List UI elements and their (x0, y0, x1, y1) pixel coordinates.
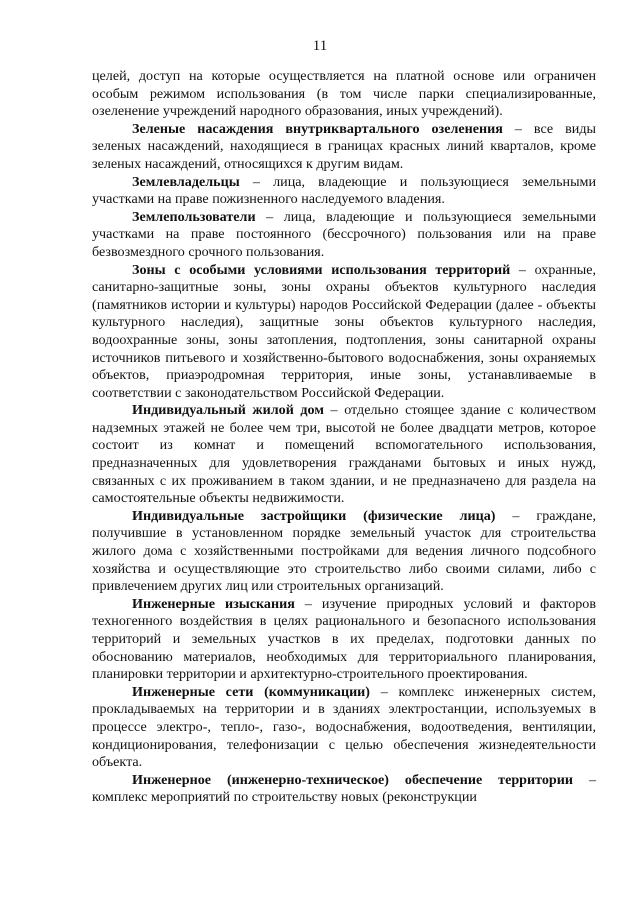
definition-paragraph (92, 684, 596, 772)
definition-term: Зоны с особыми условиями использования территорий (132, 261, 511, 278)
definition-text: – все виды зеленых насаждений, находящиеся в границах красных линий кварталов, кроме зеленых насаждений, относящихся к другим видам. (92, 120, 596, 172)
definition-term: Индивидуальный жилой дом (132, 402, 324, 419)
definition-paragraph (92, 121, 596, 174)
definition-paragraph (92, 262, 596, 403)
definition-term: Инженерное (инженерно-техническое) обеспечение территории (132, 771, 574, 788)
definition-term: Землевладельцы (132, 173, 240, 190)
definition-paragraph (92, 402, 596, 508)
definition-paragraph (92, 508, 596, 596)
definition-text: – лица, владеющие и пользующиеся земельными участками на праве пожизненного наследуемого владения. (92, 173, 596, 208)
page-number: 11 (312, 38, 328, 54)
definition-text: – комплекс инженерных систем, прокладываемых на территории и в зданиях электростанции, используемых в процессе электро-, тепло-, газо-, водоснабжения, водоотведения, вентиляции, кондиционирования, телефонизации с целью обеспечения жизнедеятельности объекта. (92, 683, 596, 771)
definition-text: – отдельно стоящее здание с количеством надземных этажей не более чем три, высотой не более двадцати метров, которое состоит из комнат и помещений вспомогательного использования, предназначенных для удовлетворения гражданами бытовых и иных нужд, связанных с их проживанием в таком здании, и не предназначено для раздела на самостоятельные объекты недвижимости. (92, 402, 596, 507)
definition-paragraph (92, 772, 596, 807)
definition-text: – граждане, получившие в установленном порядке земельный участок для строительства жилого дома с хозяйственными постройками для ведения личного подсобного хозяйства и осуществляющие это строительство либо своими силами, либо с привлечением других лиц или строительных организаций. (92, 507, 596, 595)
definition-paragraph (92, 596, 596, 684)
definition-term: Инженерные сети (коммуникации) (132, 683, 371, 700)
definition-term: Землепользователи (132, 208, 256, 225)
definition-text: – охранные, санитарно-защитные зоны, зоны охраны объектов культурного наследия (памятников истории и культуры) народов Российской Федерации (далее - объекты культурного наследия), защитные зоны объектов культурного наследия, водоохранные зоны, зоны затопления, подтопления, зоны санитарной охраны источников питьевого и хозяйственно-бытового водоснабжения, зоны охраняемых объектов, приаэродромная территория, иные зоны, устанавливаемые в соответствии с законодательством Российской Федерации. (92, 261, 596, 401)
definition-text: – лица, владеющие и пользующиеся земельными участками на праве постоянного (бессрочного) пользования или на праве безвозмездного срочного пользования. (92, 208, 596, 260)
paragraph-continuation (92, 68, 596, 121)
definition-paragraph (92, 174, 596, 209)
definition-term: Зеленые насаждения внутриквартального озеленения (132, 120, 503, 137)
definition-text: – комплекс мероприятий по строительству новых (реконструкции (92, 771, 596, 806)
definition-paragraph (92, 209, 596, 262)
paragraph-text: целей, доступ на которые осуществляется на платной основе или ограничен особым режимом использования (в том числе парки специализированные, озеленение учреждений народного образования, иных учреждений). (92, 68, 596, 120)
definition-term: Индивидуальные застройщики (физические лица) (132, 507, 496, 524)
definition-text: – изучение природных условий и факторов техногенного воздействия в целях рационального и безопасного использования территорий и земельных участков в их пределах, подготовки данных по обоснованию материалов, необходимых для территориального планирования, планировки территории и архитектурно-строительного проектирования. (92, 595, 596, 683)
body-text (92, 68, 596, 807)
definition-term: Инженерные изыскания (132, 595, 295, 612)
